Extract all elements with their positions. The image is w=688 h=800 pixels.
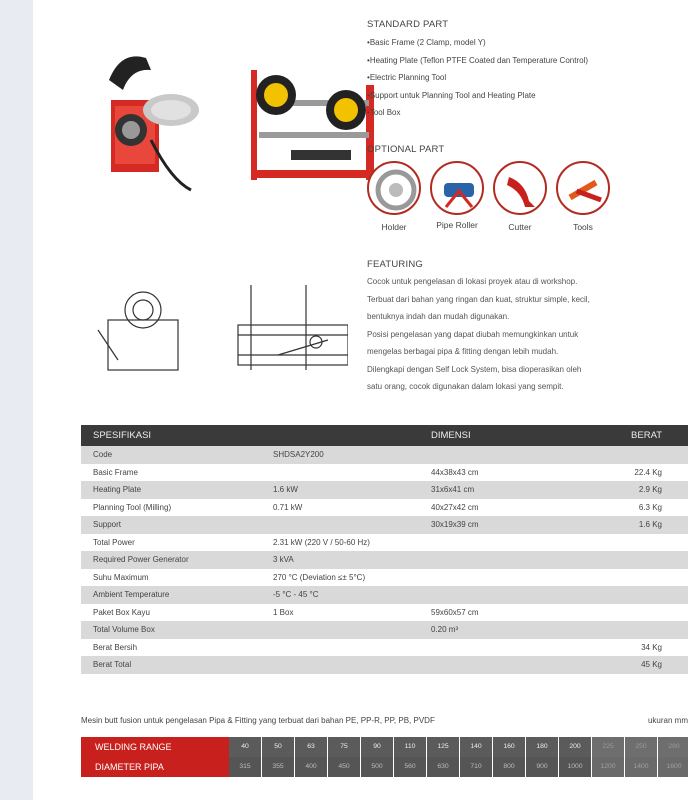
row-dim: 40x27x42 cm	[431, 502, 479, 512]
diameter-value: 800	[493, 757, 525, 777]
technical-drawing	[88, 280, 348, 380]
table-row	[81, 656, 688, 674]
welding-range-value: 140	[460, 737, 492, 757]
row-dim: 59x60x57 cm	[431, 607, 479, 617]
diameter-value: 560	[394, 757, 426, 777]
row-name: Code	[93, 450, 113, 459]
welding-range-value: 50	[262, 737, 294, 757]
featuring-line: Posisi pengelasan yang dapat diubah memungkinkan untuk	[367, 329, 579, 339]
row-weight: 6.3 Kg	[638, 502, 662, 512]
welding-range-table	[81, 737, 688, 777]
featuring-line: mengelas berbagai pipa & fitting dengan lebih mudah.	[367, 347, 559, 356]
featuring-title: FEATURING	[367, 259, 423, 270]
spec-table-header	[81, 425, 688, 446]
row-weight: 1.6 Kg	[638, 520, 662, 529]
table-row	[81, 569, 688, 587]
welding-range-value: 200	[559, 737, 591, 757]
welding-range-value: 40	[229, 737, 261, 757]
table-row	[81, 534, 688, 552]
featuring-line: Terbuat dari bahan yang ringan dan kuat, struktur simple, kecil,	[367, 294, 590, 304]
row-name: Support	[93, 520, 122, 529]
diameter-value: 1400	[625, 757, 657, 777]
table-row	[81, 586, 688, 604]
row-value: 2.31 kW (220 V / 50-60 Hz)	[273, 537, 370, 547]
welding-range-value: 280	[658, 737, 688, 757]
table-row	[81, 639, 688, 657]
row-dim: 30x19x39 cm	[431, 520, 479, 529]
row-name: Heating Plate	[93, 485, 142, 494]
list-item: • Support untuk Planning Tool and Heating Plate	[367, 87, 588, 105]
standard-part-list	[367, 34, 588, 122]
row-name: Required Power Generator	[93, 555, 189, 564]
row-name: Basic Frame	[93, 467, 138, 477]
welding-range-value: 180	[526, 737, 558, 757]
welding-range-label: WELDING RANGE	[81, 737, 229, 757]
diameter-value: 630	[427, 757, 459, 777]
list-item: • Heating Plate (Teflon PTFE Coated dan Temperature Control)	[367, 52, 588, 70]
standard-part-title: STANDARD PART	[367, 19, 449, 30]
welding-unit: ukuran mm	[647, 716, 688, 725]
row-name: Berat Total	[93, 660, 132, 669]
welding-range-value: 125	[427, 737, 459, 757]
welding-range-value: 75	[328, 737, 360, 757]
holder-image	[367, 161, 421, 215]
row-name: Paket Box Kayu	[93, 607, 150, 617]
diameter-value: 1000	[559, 757, 591, 777]
row-value: 1.6 kW	[273, 485, 298, 494]
featuring-line: Cocok untuk pengelasan di lokasi proyek atau di workshop.	[367, 277, 578, 286]
table-row	[81, 446, 688, 464]
row-value: -5 °C - 45 °C	[273, 590, 319, 599]
row-name: Suhu Maximum	[93, 572, 149, 582]
diameter-value: 450	[328, 757, 360, 777]
row-value: 0.71 kW	[273, 502, 303, 512]
diameter-value: 1600	[658, 757, 688, 777]
row-value: SHDSA2Y200	[273, 450, 324, 459]
row-name: Total Volume Box	[93, 625, 155, 634]
row-weight: 34 Kg	[641, 642, 662, 652]
row-weight: 45 Kg	[641, 660, 662, 669]
optional-part-title: OPTIONAL PART	[367, 144, 445, 155]
list-item: • Basic Frame (2 Clamp, model Y)	[367, 34, 588, 52]
product-photo	[91, 40, 381, 200]
featuring-text	[367, 273, 667, 396]
row-value: 270 °C (Deviation ≤± 5°C)	[273, 572, 366, 582]
optional-label-pipe-roller: Pipe Roller	[436, 220, 478, 230]
spec-header-dimensi: DIMENSI	[431, 430, 471, 441]
cutter-image	[493, 161, 547, 215]
diameter-value: 500	[361, 757, 393, 777]
diameter-pipa-label: DIAMETER PIPA	[81, 757, 229, 777]
diameter-value: 355	[262, 757, 294, 777]
diameter-value: 315	[229, 757, 261, 777]
product-sheet-page	[33, 0, 688, 800]
row-dim: 44x38x43 cm	[431, 467, 479, 477]
diameter-value: 1200	[592, 757, 624, 777]
row-value: 3 kVA	[273, 555, 294, 564]
table-row	[81, 551, 688, 569]
featuring-line: Dilengkapi dengan Self Lock System, bisa dioperasikan oleh	[367, 364, 582, 374]
welding-range-value: 90	[361, 737, 393, 757]
row-name: Planning Tool (Milling)	[93, 502, 172, 512]
welding-range-value: 160	[493, 737, 525, 757]
welding-range-value: 63	[295, 737, 327, 757]
spec-table	[81, 425, 688, 674]
welding-range-value: 250	[625, 737, 657, 757]
row-value: 1 Box	[273, 607, 294, 617]
row-dim: 0.20 m³	[431, 625, 459, 634]
featuring-line: satu orang, cocok digunakan dalam lokasi yang sempit.	[367, 382, 564, 391]
table-row	[81, 499, 688, 517]
welding-range-value: 225	[592, 737, 624, 757]
table-row	[81, 621, 688, 639]
row-weight: 2.9 Kg	[638, 485, 662, 494]
optional-label-tools: Tools	[573, 222, 593, 232]
pipe-roller-image	[430, 161, 484, 215]
spec-header-berat: BERAT	[631, 430, 662, 441]
table-row	[81, 481, 688, 499]
diameter-value: 400	[295, 757, 327, 777]
row-name: Berat Bersih	[93, 642, 138, 652]
featuring-line: bentuknya indah dan mudah digunakan.	[367, 312, 510, 321]
spec-header-spesifikasi: SPESIFIKASI	[93, 430, 152, 441]
welding-note: Mesin butt fusion untuk pengelasan Pipa & Fitting yang terbuat dari bahan PE, PP-R, PP, PB, PVDF	[81, 716, 435, 725]
diameter-value: 710	[460, 757, 492, 777]
diameter-value: 900	[526, 757, 558, 777]
optional-label-holder: Holder	[381, 222, 407, 232]
row-weight: 22.4 Kg	[634, 467, 662, 477]
row-dim: 31x6x41 cm	[431, 485, 475, 494]
optional-label-cutter: Cutter	[508, 222, 532, 232]
table-row	[81, 464, 688, 482]
tools-image	[556, 161, 610, 215]
table-row	[81, 516, 688, 534]
welding-range-value: 110	[394, 737, 426, 757]
row-name: Total Power	[93, 537, 135, 547]
list-item: • Electric Planning Tool	[367, 69, 588, 87]
table-row	[81, 604, 688, 622]
list-item: • Tool Box	[367, 104, 588, 122]
row-name: Ambient Temperature	[93, 590, 170, 599]
